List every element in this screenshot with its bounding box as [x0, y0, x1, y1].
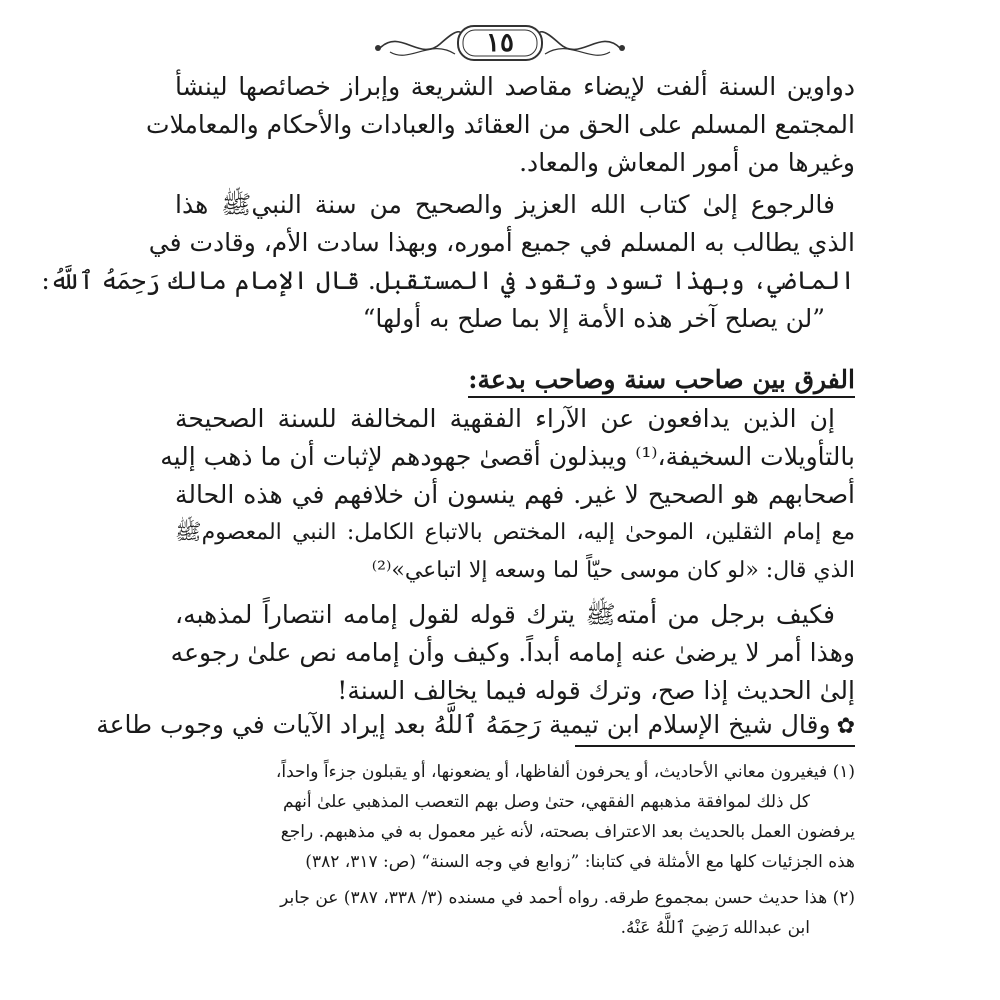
- paragraph-5: [96, 706, 855, 746]
- text-line: [96, 706, 855, 746]
- paragraph-3: [160, 400, 855, 590]
- quote-text: ”لن يصلح آخر هذه الأمة إلا بما صلح به أولها“: [362, 304, 825, 333]
- text-line: فكيف برجل من أمتهﷺ يترك قوله لقول إمامه انتصاراً لمذهبه،: [175, 600, 835, 629]
- text-line: الذي يطالب به المسلم في جميع أموره، وبهذا سادت الأم، وقادت في: [148, 228, 855, 257]
- footnote-2: [175, 883, 855, 943]
- text-line: وغيرها من أمور المعاش والمعاد.: [519, 148, 855, 177]
- section-heading-text: الفرق بين صاحب سنة وصاحب بدعة:: [468, 365, 855, 398]
- text-line: أصحابهم هو الصحيح لا غير. فهم ينسون أن خلافهم في هذه الحالة: [175, 480, 855, 509]
- footnote-line: ابن عبدالله رَضِيَ ٱللَّهُ عَنْهُ.: [620, 918, 810, 938]
- footnote-line: (٢) هذا حديث حسن بمجموع طرقه. رواه أحمد في مسنده (٣/ ٣٣٨، ٣٨٧) عن جابر: [280, 888, 855, 908]
- section-heading: [430, 362, 855, 398]
- paragraph-4: [170, 596, 855, 710]
- paragraph-5-text: وقال شيخ الإسلام ابن تيمية رَحِمَهُ ٱللَّهُ بعد إيراد الآيات في وجوب طاعة: [96, 710, 831, 739]
- text-line: إن الذين يدافعون عن الآراء الفقهية المخالفة للسنة الصحيحة: [175, 404, 835, 433]
- text-line: إلىٰ الحديث إذا صح، وترك قوله فيما يخالف السنة!: [337, 676, 855, 705]
- page-number: ١٥: [486, 28, 514, 58]
- text-line: دواوين السنة ألفت لإيضاء مقاصد الشريعة وإبراز خصائصها لينشأ: [175, 72, 855, 101]
- text-line: فالرجوع إلىٰ كتاب الله العزيز والصحيح من سنة النبيﷺ هذا: [175, 190, 835, 219]
- footnote-line: كل ذلك لموافقة مذهبهم الفقهي، حتىٰ وصل بهم التعصب المذهبي علىٰ أنهم: [282, 792, 810, 812]
- footnote-divider: [575, 745, 855, 747]
- flower-ornament-icon: ✿: [836, 714, 855, 739]
- text-line: المجتمع المسلم على الحق من العقائد والعبادات والأحكام والمعاملات: [146, 110, 855, 139]
- footnote-line: هذه الجزئيات كلها مع الأمثلة في كتابنا: ”زوابع في وجه السنة“ (ص: ٣١٧، ٣٨٢): [305, 852, 855, 872]
- text-line: بالتأويلات السخيفة،⁽¹⁾ ويبذلون أقصىٰ جهودهم لإثبات أن ما ذهب إليه: [160, 442, 855, 471]
- footnotes: [175, 757, 855, 943]
- text-line: الذي قال: «لو كان موسى حيّاً لما وسعه إلا اتباعي»⁽²⁾: [371, 558, 855, 583]
- text-line: الماضي، وبهذا تسود وتقود في المستقبل. قال الإمام مالك رَحِمَهُ ٱللَّهُ:: [41, 266, 855, 295]
- paragraph-1: [146, 68, 855, 182]
- paragraph-2: [41, 186, 855, 338]
- text-line: وهذا أمر لا يرضىٰ عنه إمامه أبداً. وكيف وأن إمامه نص علىٰ رجوعه: [170, 638, 855, 667]
- text-line: مع إمام الثقلين، الموحىٰ إليه، المختص بالاتباع الكامل: النبي المعصومﷺ: [175, 520, 855, 545]
- footnote-line: (١) فيغيرون معاني الأحاديث، أو يحرفون ألفاظها، أو يضعونها، أو يقبلون جزءاً واحداً،: [275, 762, 855, 782]
- footnote-1: [175, 757, 855, 877]
- footnote-line: يرفضون العمل بالحديث بعد الاعتراف بصحته، لأنه غير معمول به في مذهبهم. راجع: [280, 822, 855, 842]
